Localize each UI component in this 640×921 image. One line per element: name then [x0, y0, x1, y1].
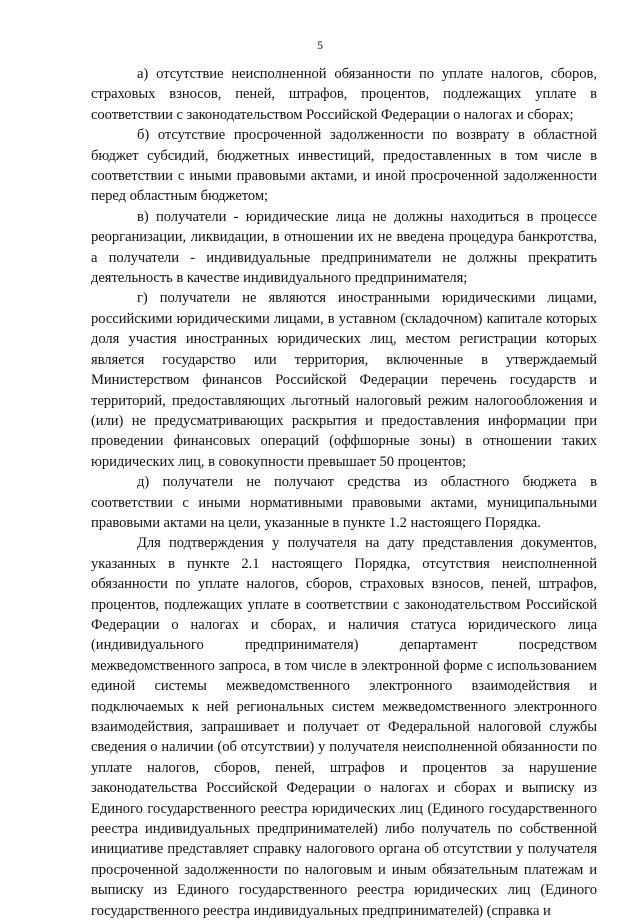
- paragraph-v: в) получатели - юридические лица не должны находиться в процессе реорганизации, ликвидации, в отношении их не введена процедура банкротства, а получатели - индивидуальные предприниматели не должны прекратить деятельность в качестве индивидуального предпринимателя;: [91, 208, 597, 287]
- paragraph-a: а) отсутствие неисполненной обязанности по уплате налогов, сборов, страховых взносов, пеней, штрафов, процентов, подлежащих уплате в соответствии с законодательством Российской Федерации о налогах и сборах;: [91, 66, 597, 123]
- paragraph-d: д) получатели не получают средства из областного бюджета в соответствии с иными нормативными правовыми актами, муниципальными правовыми актами на цели, указанные в пункте 1.2 настоящего Порядка.: [91, 474, 597, 531]
- paragraph-confirmation: Для подтверждения у получателя на дату представления документов, указанных в пункте 2.1 настоящего Порядка, отсутствия неисполненной обязанности по уплате налогов, сборов, страховых взносов, пеней, штрафов, процентов, подлежащих уплате в соответствии с законодательством Российской Федерации о налогах и сборах, и наличия статуса юридического лица (индивидуального предпринимателя) департамент посредством межведомственного запроса, в том числе в электронной форме с использованием единой системы межведомственного электронного взаимодействия и подключаемых к ней региональных систем межведомственного электронного взаимодействия, запрашивает и получает от Федеральной налоговой службы сведения о наличии (об отсутствии) у получателя неисполненной обязанности по уплате налогов, сборов, пеней, штрафов и процентов за нарушение законодательства Российской Федерации о налогах и сборах и выписку из Единого государственного реестра юридических лиц (Единого государственного реестра индивидуальных предпринимателей) либо получатель по собственной инициативе представляет справку налогового органа об отсутствии у получателя просроченной задолженности по налоговым и иным обязательным платежам и выписку из Единого государственного реестра юридических лиц (Единого государственного реестра индивидуальных предпринимателей) (справка и: [91, 535, 597, 919]
- paragraph-b: б) отсутствие просроченной задолженности по возврату в областной бюджет субсидий, бюджетных инвестиций, предоставленных в том числе в соответствии с иными правовыми актами, и иной просроченной задолженности перед областным бюджетом;: [91, 127, 597, 205]
- paragraph-g: г) получатели не являются иностранными юридическими лицами, российскими юридическими лицами, в уставном (складочном) капитале которых доля участия иностранных юридических лиц, местом регистрации которых является государство или территория, включенные в утверждаемый Министерством финансов Российской Федерации перечень государств и территорий, предоставляющих льготный налоговый режим налогообложения и (или) не предусматривающих раскрытия и предоставления информации при проведении финансовых операций (оффшорные зоны) в отношении таких юридических лиц, в совокупности превышает 50 процентов;: [91, 290, 597, 470]
- page-number: 5: [317, 38, 323, 52]
- document-body: [91, 64, 597, 921]
